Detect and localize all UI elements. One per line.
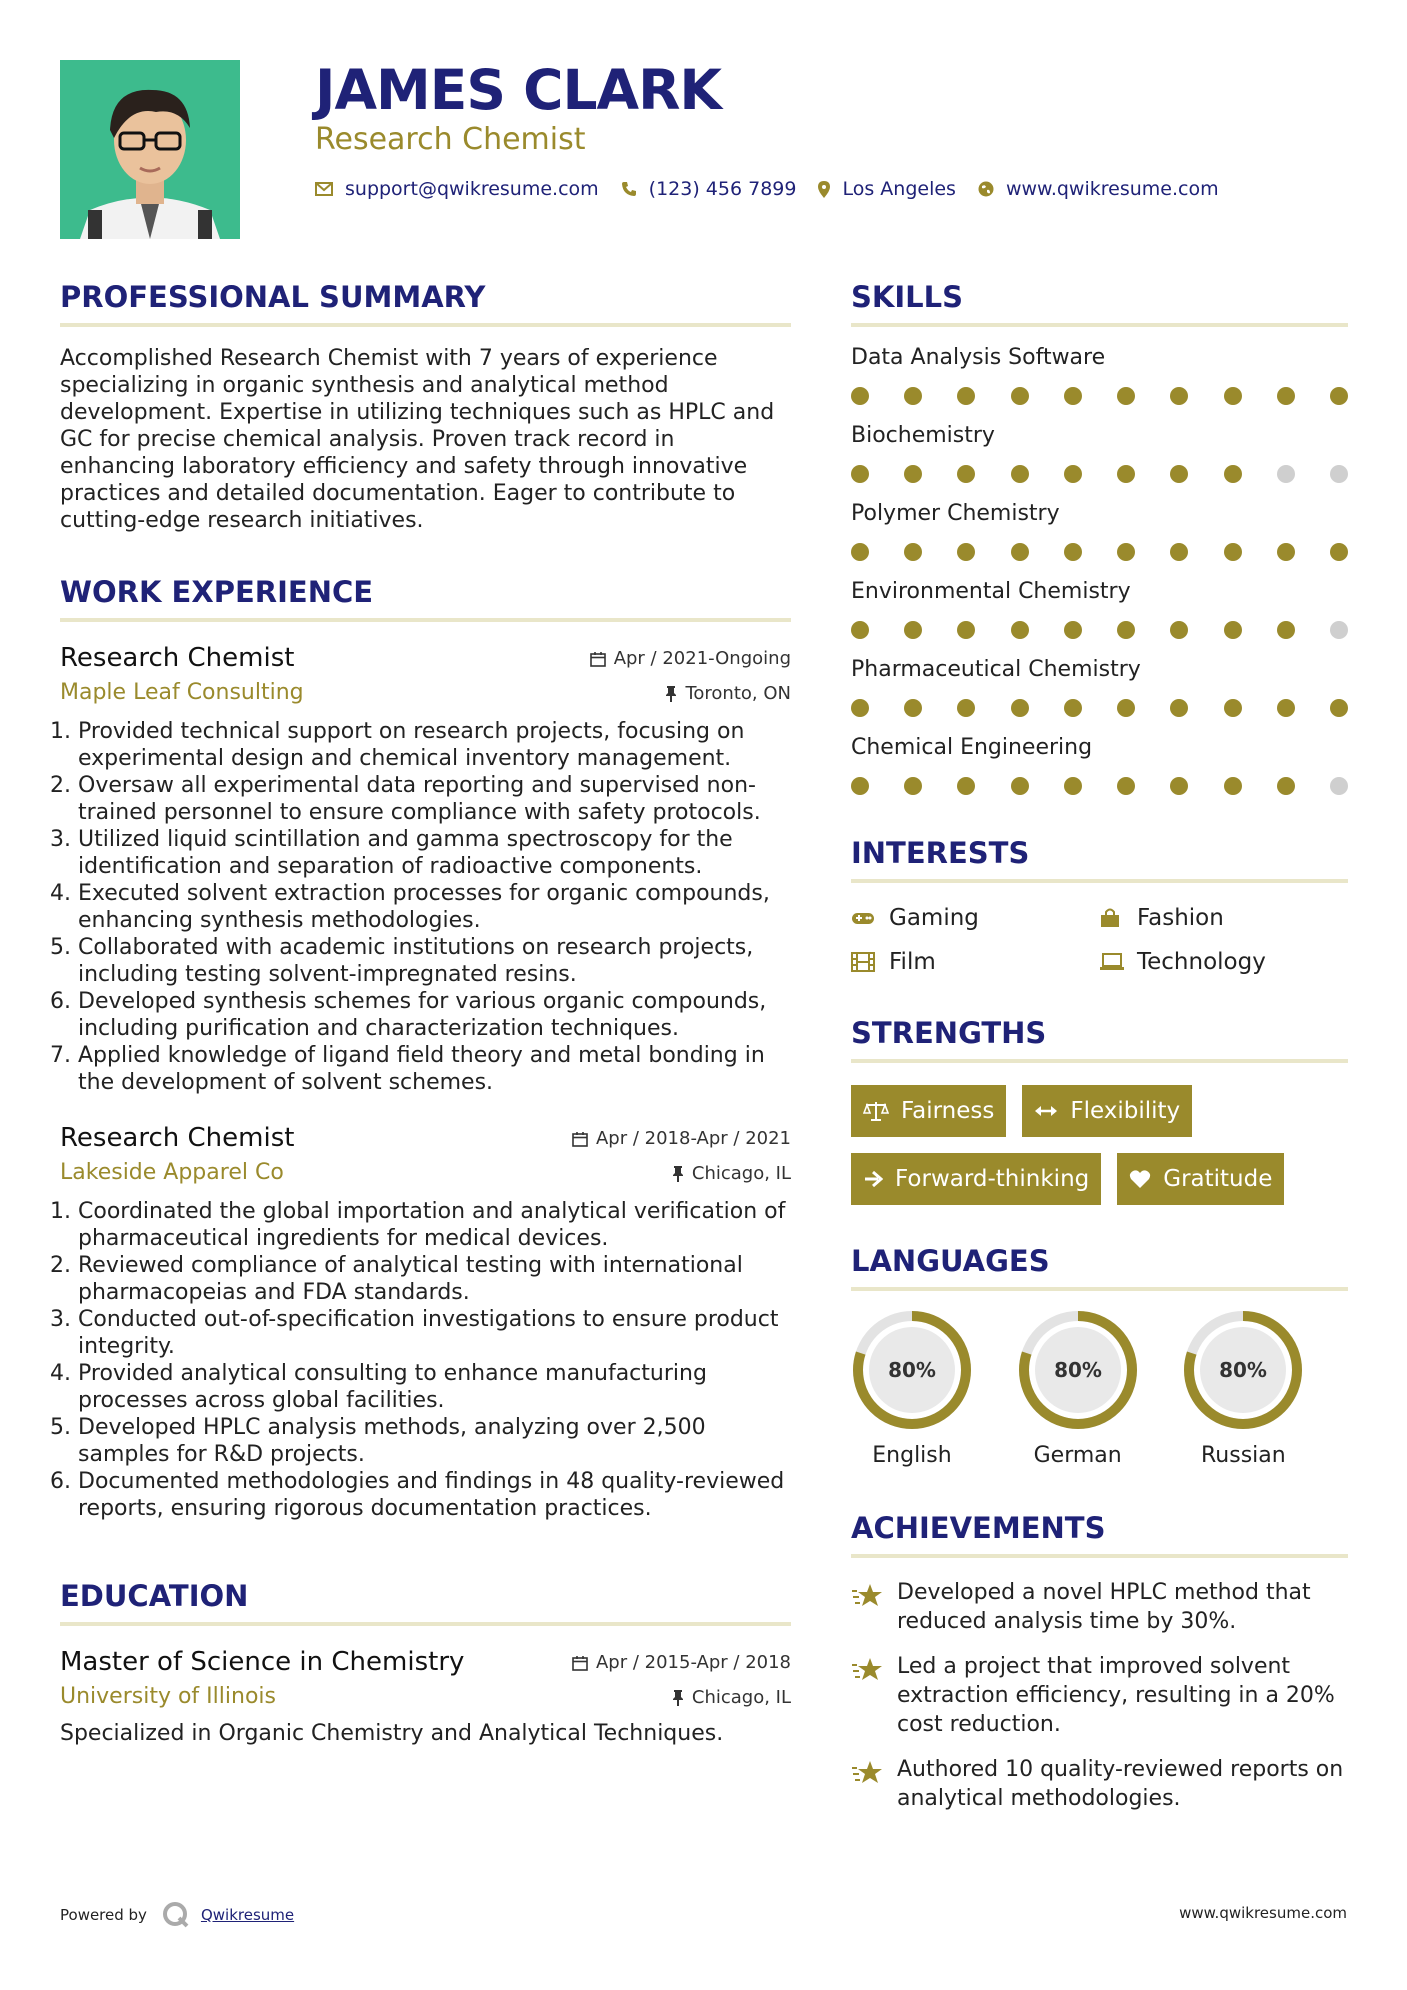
language-ring-chart [851, 1309, 973, 1431]
rating-dot-filled [1277, 777, 1295, 795]
map-marker-icon [818, 181, 830, 198]
star-icon [851, 1755, 897, 1813]
duty-item: 3. Utilized liquid scintillation and gamma spectroscopy for the identification and separation of radioactive components. [78, 826, 791, 880]
interest-label: Gaming [889, 905, 979, 931]
job-location-text: Toronto, ON [685, 683, 791, 704]
skill-item [851, 421, 1348, 483]
skill-list [851, 343, 1348, 795]
section-divider [60, 323, 791, 327]
contact-location [818, 178, 955, 200]
contact-phone[interactable] [621, 178, 797, 200]
rating-dot-filled [1330, 699, 1348, 717]
rating-dot-filled [1064, 465, 1082, 483]
language-item [1017, 1309, 1183, 1468]
rating-dot-filled [1170, 387, 1188, 405]
strength-label: Forward-thinking [895, 1166, 1090, 1192]
section-divider [851, 1554, 1348, 1558]
duty-list [60, 718, 791, 1096]
job-title: Research Chemist [60, 1123, 295, 1153]
laptop-icon [1099, 953, 1125, 971]
rating-dot-filled [957, 699, 975, 717]
rating-dot-empty [1330, 621, 1348, 639]
duty-item: 4. Executed solvent extraction processes for organic compounds, enhancing synthesis methodologies. [78, 880, 791, 934]
strength-label: Fairness [901, 1098, 995, 1124]
phone-icon [621, 181, 637, 197]
interest-label: Fashion [1137, 905, 1224, 931]
qwikresume-link[interactable]: Qwikresume [200, 1906, 295, 1924]
duty-item: 4. Provided analytical consulting to enhance manufacturing processes across global facilities. [78, 1360, 791, 1414]
duty-item: 5. Collaborated with academic institutions on research projects, including testing solvent-impregnated resins. [78, 934, 791, 988]
profile-photo [60, 60, 240, 239]
rating-dot-filled [1170, 777, 1188, 795]
rating-dot-filled [1224, 465, 1242, 483]
education-location-text: Chicago, IL [691, 1687, 791, 1708]
interests-section [851, 831, 1348, 975]
skill-rating [851, 777, 1348, 795]
skill-item [851, 733, 1348, 795]
interest-item [1099, 949, 1347, 975]
calendar-icon [572, 1655, 588, 1671]
footer-powered-by [60, 1900, 294, 1930]
rating-dot-filled [1224, 777, 1242, 795]
skill-item [851, 655, 1348, 717]
strength-list [851, 1085, 1348, 1221]
interest-label: Film [889, 949, 936, 975]
achievements-section [851, 1506, 1348, 1813]
rating-dot-filled [1224, 543, 1242, 561]
duty-item: 6. Documented methodologies and findings in 48 quality-reviewed reports, ensuring rigorous documentation practices. [78, 1468, 791, 1522]
achievement-item [851, 1755, 1348, 1813]
education-heading: EDUCATION [60, 1579, 249, 1613]
rating-dot-filled [957, 465, 975, 483]
rating-dot-filled [1170, 543, 1188, 561]
contact-email[interactable] [315, 178, 599, 200]
interest-item [851, 949, 1099, 975]
skill-item [851, 343, 1348, 405]
summary-heading: PROFESSIONAL SUMMARY [60, 280, 486, 314]
rating-dot-filled [1011, 387, 1029, 405]
rating-dot-filled [904, 699, 922, 717]
arrow-right-icon [863, 1170, 895, 1188]
school-name: University of Illinois [60, 1684, 276, 1709]
rating-dot-filled [957, 777, 975, 795]
skill-rating [851, 621, 1348, 639]
powered-by-text: Powered by [60, 1906, 147, 1924]
experience-heading: WORK EXPERIENCE [60, 575, 374, 609]
candidate-title: Research Chemist [315, 122, 586, 157]
skill-item [851, 499, 1348, 561]
interest-item [1099, 905, 1347, 931]
rating-dot-filled [957, 387, 975, 405]
skill-rating [851, 543, 1348, 561]
rating-dot-filled [1330, 543, 1348, 561]
languages-heading: LANGUAGES [851, 1244, 1050, 1278]
rating-dot-filled [1064, 621, 1082, 639]
rating-dot-filled [851, 543, 869, 561]
job-location-text: Chicago, IL [691, 1163, 791, 1184]
rating-dot-empty [1330, 777, 1348, 795]
balance-scale-icon [863, 1100, 901, 1122]
job-date-text: Apr / 2021-Ongoing [613, 648, 791, 669]
education-section [60, 1574, 791, 1747]
envelope-icon [315, 182, 333, 196]
language-item [851, 1309, 1017, 1468]
job-entry [60, 640, 791, 1096]
strength-badge [1022, 1085, 1192, 1137]
calendar-icon [590, 651, 606, 667]
job-date [572, 1128, 791, 1149]
location-text: Los Angeles [842, 178, 956, 200]
rating-dot-filled [1117, 543, 1135, 561]
job-location [672, 1163, 791, 1184]
section-divider [60, 1622, 791, 1626]
qwikresume-logo-icon [161, 1900, 191, 1930]
rating-dot-empty [1330, 465, 1348, 483]
rating-dot-filled [1170, 621, 1188, 639]
education-location [672, 1687, 791, 1708]
skill-rating [851, 465, 1348, 483]
strengths-section [851, 1011, 1348, 1221]
pushpin-icon [665, 686, 677, 702]
language-item [1182, 1309, 1348, 1468]
rating-dot-filled [1277, 621, 1295, 639]
achievement-item [851, 1652, 1348, 1739]
education-entry [60, 1644, 791, 1747]
rating-dot-filled [851, 699, 869, 717]
rating-dot-filled [1064, 387, 1082, 405]
heart-icon [1129, 1169, 1163, 1189]
contact-website[interactable] [978, 178, 1219, 200]
job-title: Research Chemist [60, 643, 295, 673]
star-icon [851, 1652, 897, 1739]
skill-name: Pharmaceutical Chemistry [851, 657, 1141, 682]
pushpin-icon [672, 1690, 684, 1706]
language-percent: 80% [1053, 1358, 1102, 1382]
interest-list [851, 905, 1348, 975]
duty-item: 2. Oversaw all experimental data reporting and supervised non-trained personnel to ensure compliance with safety protocols. [78, 772, 791, 826]
language-ring-chart [1017, 1309, 1139, 1431]
gamepad-icon [851, 910, 877, 926]
rating-dot-filled [957, 621, 975, 639]
calendar-icon [572, 1131, 588, 1147]
language-name: German [1033, 1443, 1122, 1468]
phone-text: (123) 456 7899 [648, 178, 797, 200]
languages-section [851, 1239, 1348, 1468]
rating-dot-filled [851, 465, 869, 483]
achievement-item [851, 1578, 1348, 1636]
rating-dot-filled [1117, 465, 1135, 483]
degree-title: Master of Science in Chemistry [60, 1647, 465, 1677]
rating-dot-filled [851, 621, 869, 639]
rating-dot-filled [1117, 699, 1135, 717]
rating-dot-filled [1064, 699, 1082, 717]
rating-dot-filled [1011, 777, 1029, 795]
interest-label: Technology [1137, 949, 1266, 975]
rating-dot-filled [1224, 621, 1242, 639]
rating-dot-filled [904, 387, 922, 405]
section-divider [60, 618, 791, 622]
experience-section [60, 570, 791, 1522]
star-icon [851, 1578, 897, 1636]
rating-dot-filled [1277, 543, 1295, 561]
rating-dot-filled [1117, 777, 1135, 795]
rating-dot-filled [904, 621, 922, 639]
duty-item: 2. Reviewed compliance of analytical testing with international pharmacopeias and FDA standards. [78, 1252, 791, 1306]
language-name: Russian [1200, 1443, 1286, 1468]
globe-icon [978, 181, 994, 197]
skill-name: Environmental Chemistry [851, 579, 1131, 604]
language-ring [851, 1309, 973, 1431]
duty-item: 7. Applied knowledge of ligand field theory and metal bonding in the development of solvent schemes. [78, 1042, 791, 1096]
arrows-horizontal-icon [1034, 1104, 1070, 1118]
rating-dot-filled [851, 387, 869, 405]
rating-dot-filled [1117, 621, 1135, 639]
rating-dot-filled [904, 777, 922, 795]
candidate-name: JAMES CLARK [315, 58, 722, 122]
language-ring [1182, 1309, 1304, 1431]
duty-item: 1. Coordinated the global importation and analytical verification of pharmaceutical ingredients for medical devices. [78, 1198, 791, 1252]
rating-dot-filled [1011, 699, 1029, 717]
rating-dot-filled [1117, 387, 1135, 405]
section-divider [851, 1059, 1348, 1063]
section-divider [851, 879, 1348, 883]
left-column [60, 275, 791, 1747]
skill-name: Data Analysis Software [851, 345, 1106, 370]
rating-dot-filled [1011, 621, 1029, 639]
language-percent: 80% [1219, 1358, 1268, 1382]
rating-dot-filled [1064, 543, 1082, 561]
interests-heading: INTERESTS [851, 836, 1030, 870]
duty-item: 3. Conducted out-of-specification investigations to ensure product integrity. [78, 1306, 791, 1360]
company-name: Maple Leaf Consulting [60, 680, 304, 705]
film-icon [851, 952, 877, 972]
job-entry [60, 1120, 791, 1522]
contact-bar [315, 178, 1241, 200]
skill-name: Polymer Chemistry [851, 501, 1060, 526]
skill-rating [851, 387, 1348, 405]
education-description: Specialized in Organic Chemistry and Analytical Techniques. [60, 1721, 724, 1746]
job-date-text: Apr / 2018-Apr / 2021 [595, 1128, 791, 1149]
shopping-bag-icon [1099, 907, 1125, 929]
achievement-text: Led a project that improved solvent extraction efficiency, resulting in a 20% cost reduction. [897, 1654, 1335, 1737]
language-percent: 80% [888, 1358, 936, 1382]
rating-dot-filled [1170, 465, 1188, 483]
strength-label: Gratitude [1163, 1166, 1273, 1192]
interest-item [851, 905, 1099, 931]
rating-dot-filled [851, 777, 869, 795]
rating-dot-filled [1011, 465, 1029, 483]
strength-badge [851, 1085, 1006, 1137]
rating-dot-filled [1170, 699, 1188, 717]
footer-website[interactable]: www.qwikresume.com [1179, 1904, 1347, 1922]
rating-dot-filled [957, 543, 975, 561]
skill-item [851, 577, 1348, 639]
rating-dot-filled [1277, 699, 1295, 717]
job-location [665, 683, 791, 704]
language-list [851, 1309, 1348, 1468]
rating-dot-filled [1330, 387, 1348, 405]
duty-list [60, 1198, 791, 1522]
rating-dot-filled [904, 465, 922, 483]
summary-section [60, 275, 791, 534]
skill-name: Chemical Engineering [851, 735, 1093, 760]
strengths-heading: STRENGTHS [851, 1016, 1047, 1050]
duty-item: 6. Developed synthesis schemes for various organic compounds, including purification and characterization techniques. [78, 988, 791, 1042]
section-divider [851, 323, 1348, 327]
job-date [590, 648, 791, 669]
strength-badge [851, 1153, 1101, 1205]
rating-dot-filled [1011, 543, 1029, 561]
achievements-heading: ACHIEVEMENTS [851, 1511, 1106, 1545]
rating-dot-filled [1064, 777, 1082, 795]
right-column [851, 275, 1348, 1829]
rating-dot-empty [1277, 465, 1295, 483]
rating-dot-filled [1224, 699, 1242, 717]
website-text: www.qwikresume.com [1005, 178, 1219, 200]
achievement-text: Authored 10 quality-reviewed reports on analytical methodologies. [897, 1757, 1344, 1811]
section-divider [851, 1287, 1348, 1291]
pushpin-icon [672, 1166, 684, 1182]
summary-text: Accomplished Research Chemist with 7 years of experience specializing in organic synthesis and analytical method development. Expertise in utilizing techniques such as HPLC and GC for precise chemical analysis. Proven track record in enhancing laboratory efficiency and safety through innovative practices and detailed documentation. Eager to contribute to cutting-edge research initiatives. [60, 346, 775, 533]
job-list [60, 640, 791, 1522]
education-date [572, 1652, 791, 1673]
achievement-list [851, 1578, 1348, 1813]
rating-dot-filled [1224, 387, 1242, 405]
achievement-text: Developed a novel HPLC method that reduced analysis time by 30%. [897, 1580, 1311, 1634]
duty-item: 5. Developed HPLC analysis methods, analyzing over 2,500 samples for R&D projects. [78, 1414, 791, 1468]
language-name: English [872, 1443, 952, 1468]
skill-name: Biochemistry [851, 423, 995, 448]
language-ring [1017, 1309, 1139, 1431]
strength-label: Flexibility [1070, 1098, 1181, 1124]
duty-item: 1. Provided technical support on research projects, focusing on experimental design and chemical inventory management. [78, 718, 791, 772]
rating-dot-filled [1277, 387, 1295, 405]
skill-rating [851, 699, 1348, 717]
profile-photo-illustration [60, 60, 240, 239]
rating-dot-filled [904, 543, 922, 561]
language-ring-chart [1182, 1309, 1304, 1431]
company-name: Lakeside Apparel Co [60, 1160, 284, 1185]
email-text: support@qwikresume.com [345, 178, 599, 200]
strength-badge [1117, 1153, 1284, 1205]
education-date-text: Apr / 2015-Apr / 2018 [595, 1652, 791, 1673]
skills-section [851, 275, 1348, 795]
skills-heading: SKILLS [851, 280, 963, 314]
